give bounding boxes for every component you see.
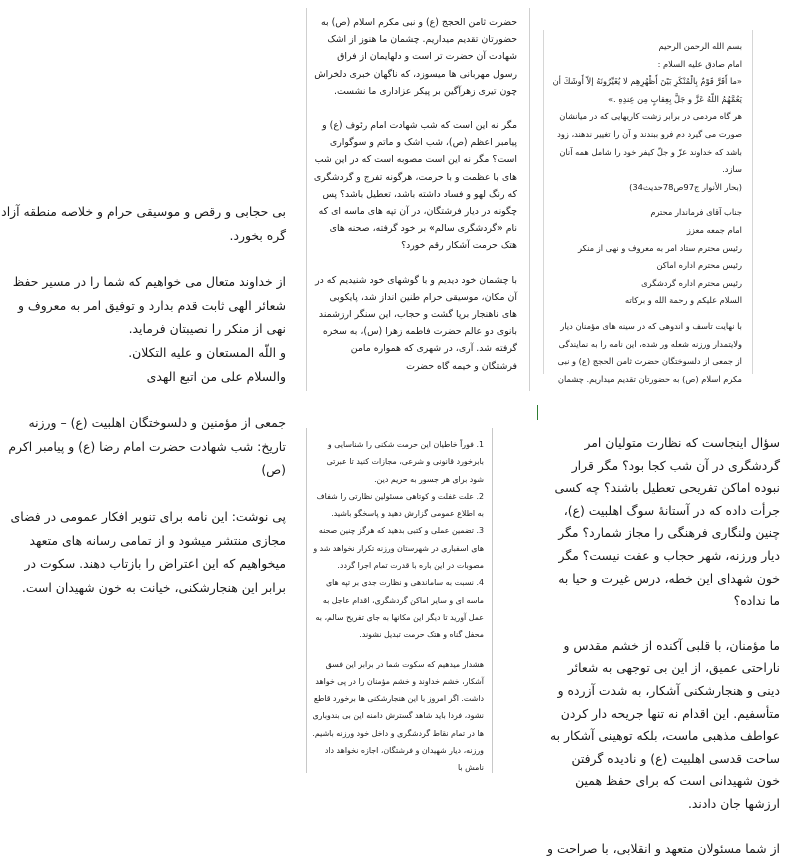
paragraph: مگر نه این است که شب شهادت امام رئوف (ع) و پیامبر اعظم (ص)، شب اشک و ماتم و سوگواری است؟ مگر نه این است مصوبه است که در این شب های با عظمت و با حرمت، هرگونه تفرج و گردشگری که رنگ لهو و فساد داشته باشد، تعطیل باشد؟ پس چگونه در دیار فرشتگان، در آن تپه های ماسه ای که نام «گردشگری سالم» بر خود گرفته، صحنه های هتک حرمت آشکار رقم خورد؟ — [313, 117, 517, 255]
paragraph: پی نوشت: این نامه برای تنویر افکار عمومی در فضای مجازی منتشر میشود و از تمامی رسانه های متعهد میخواهیم که این اعتراض را بازتاب دهند. سکوت در برابر این هنجارشکنی، خیانت به خون شهیدان است. — [0, 505, 286, 599]
paragraph: حضرت ثامن الحجج (ع) و نبی مکرم اسلام (ص) به حضورتان تقدیم میداریم. چشمان ما هنوز از اشک شهادت آن حضرت تر است و دلهایمان از فراق رسول مهربانی ها میسوزد، که ناگهان خبری دلخراش چون تیری زهرآگین بر پیکر عزاداری ما نشست. — [313, 14, 517, 100]
paragraph: از خداوند متعال می خواهیم که شما را در مسیر حفظ شعائر الهی ثابت قدم بدارد و توفیق امر به معروف و نهی از منکر را نصیبتان فرماید. و اللّه المستعان و علیه التکلان. والسلام علی من اتبع الهدی — [0, 270, 286, 388]
paragraph: ما مؤمنان، با قلبی آکنده از خشم مقدس و ناراحتی عمیق، از این بی توجهی به شعائر دینی و هنجارشکنی آشکار، به شدت آزرده و متأسفیم. این اقدام نه تنها جریحه دار کردن عواطف مذهبی ماست، بلکه توهینی آشکار به ساحت قدسی اهلبیت (ع) و نادیده گرفتن خون شهیدانی است که برای حفظ همین ارزشها جان دادند. — [545, 635, 780, 816]
page-top-right — [543, 30, 753, 374]
paragraph: 1. فوراً خاطیان این حرمت شکنی را شناسایی و بابرخورد قانونی و شرعی، مجازات کنید تا عبرتی شود برای هر جسور به حریم دین. 2. علت غفلت و کوتاهی مسئولین نظارتی را شفاف به اطلاع عمومی گزارش دهید و پاسخگو باشید. 3. تضمین عملی و کتبی بدهید که هرگز چنین صحنه های اسفباری در شهرستان ورزنه تکرار نخواهد شد و مصوبات در این باره با قدرت تمام اجرا گردد. 4. نسبت به ساماندهی و نظارت جدی بر تپه های ماسه ای و سایر اماکن گردشگری، اقدام عاجل به عمل آورید تا دیگر این مکانها به جای تفریح سالم، به محفل گناه و هتک حرمت تبدیل نشوند. — [311, 436, 484, 644]
paragraph: هشدار میدهیم که سکوت شما در برابر این فسق آشکار، خشم خداوند و خشم مؤمنان را در پی خواهد داشت. اگر امروز با این هنجارشکنی ها برخورد قاطع نشود، فردا باید شاهد گسترش دامنه این بی بندوباری ها در تمام نقاط گردشگری و داخل خود ورزنه باشیم. ورزنه، دیار شهیدان و فرشتگان، اجازه نخواهد داد نامش با — [311, 656, 484, 777]
paragraph: سؤال اینجاست که نظارت متولیان امر گردشگری در آن شب کجا بود؟ مگر قرار نبوده اماکن تفریحی تعطیل باشند؟ چه کسی جرأت داده که در آستانهٔ سوگ اهلبیت (ع)، چنین ولنگاری فرهنگی را مجاز شمارد؟ مگر دیار ورزنه، شهر حجاب و عفت نیست؟ مگر خون شهدای این خطه، درس غیرت و حیا به ما نداده؟ — [545, 432, 780, 613]
paragraph: با چشمان خود دیدیم و با گوشهای خود شنیدیم که در آن مکان، موسیقی حرام طنین انداز شد، پایکوبی های ناهنجار برپا گشت و حجاب، این سنگر ارزشمند بانوی دو عالم حضرت فاطمه زهرا (س)، به سخره گرفته شد. آری، در شهری که همواره مامن فرشتگان و خیمه گاه حضرت — [313, 272, 517, 375]
page-bottom-right — [537, 420, 800, 800]
paragraph: جناب آقای فرماندار محترم امام جمعه معزز رئیس محترم ستاد امر به معروف و نهی از منکر رئیس محترم اداره اماکن رئیس محترم اداره گردشگری السلام علیکم و رحمة الله و برکاته — [550, 204, 742, 310]
paragraph: بسم الله الرحمن الرحیم امام صادق علیه السلام : «ما أَقَرَّ قَوْمٌ بِالْمُنْكَرِ بَيْنَ أَظْهُرِهِم لا يُغَيِّرُونَهُ إلاّ أَوشَكَ أن يَعُمَّهُمُ اللّهُ عَزَّ و جَلَّ بِعِقابٍ مِن عِندِهِ .» هر گاه مردمی در برابر زشت کاریهایی که در میانشان صورت می گیرد دم فرو ببندند و آن را تغییر ندهند، زود باشد که خداوند عزّ و جلّ کیفر خود را شامل همه آنان سازد. (بحار الأنوار ج97ص78حدیث34) — [550, 38, 742, 196]
page-left — [0, 200, 292, 620]
paragraph: بی حجابی و رقص و موسیقی حرام و خلاصه منطقه آزاد گره بخورد. — [0, 200, 286, 247]
page-bottom-middle — [306, 428, 493, 773]
paragraph: از شما مسئولان متعهد و انقلابی، با صراحت و — [545, 838, 780, 860]
paragraph: جمعی از مؤمنین و دلسوختگان اهلبیت (ع) – ورزنه تاریخ: شب شهادت حضرت امام رضا (ع) و پیامبر اکرم (ص) — [0, 411, 286, 482]
paragraph: با نهایت تاسف و اندوهی که در سینه های مؤمنان دیار ولایتمدار ورزنه شعله ور شده، این نامه را به نمایندگی از جمعی از دلسوختگان حضرت ثامن الحجج (ع) و نبی مکرم اسلام (ص) به حضورتان تقدیم میداریم. چشمان — [550, 318, 742, 388]
page-top-middle — [306, 8, 530, 391]
